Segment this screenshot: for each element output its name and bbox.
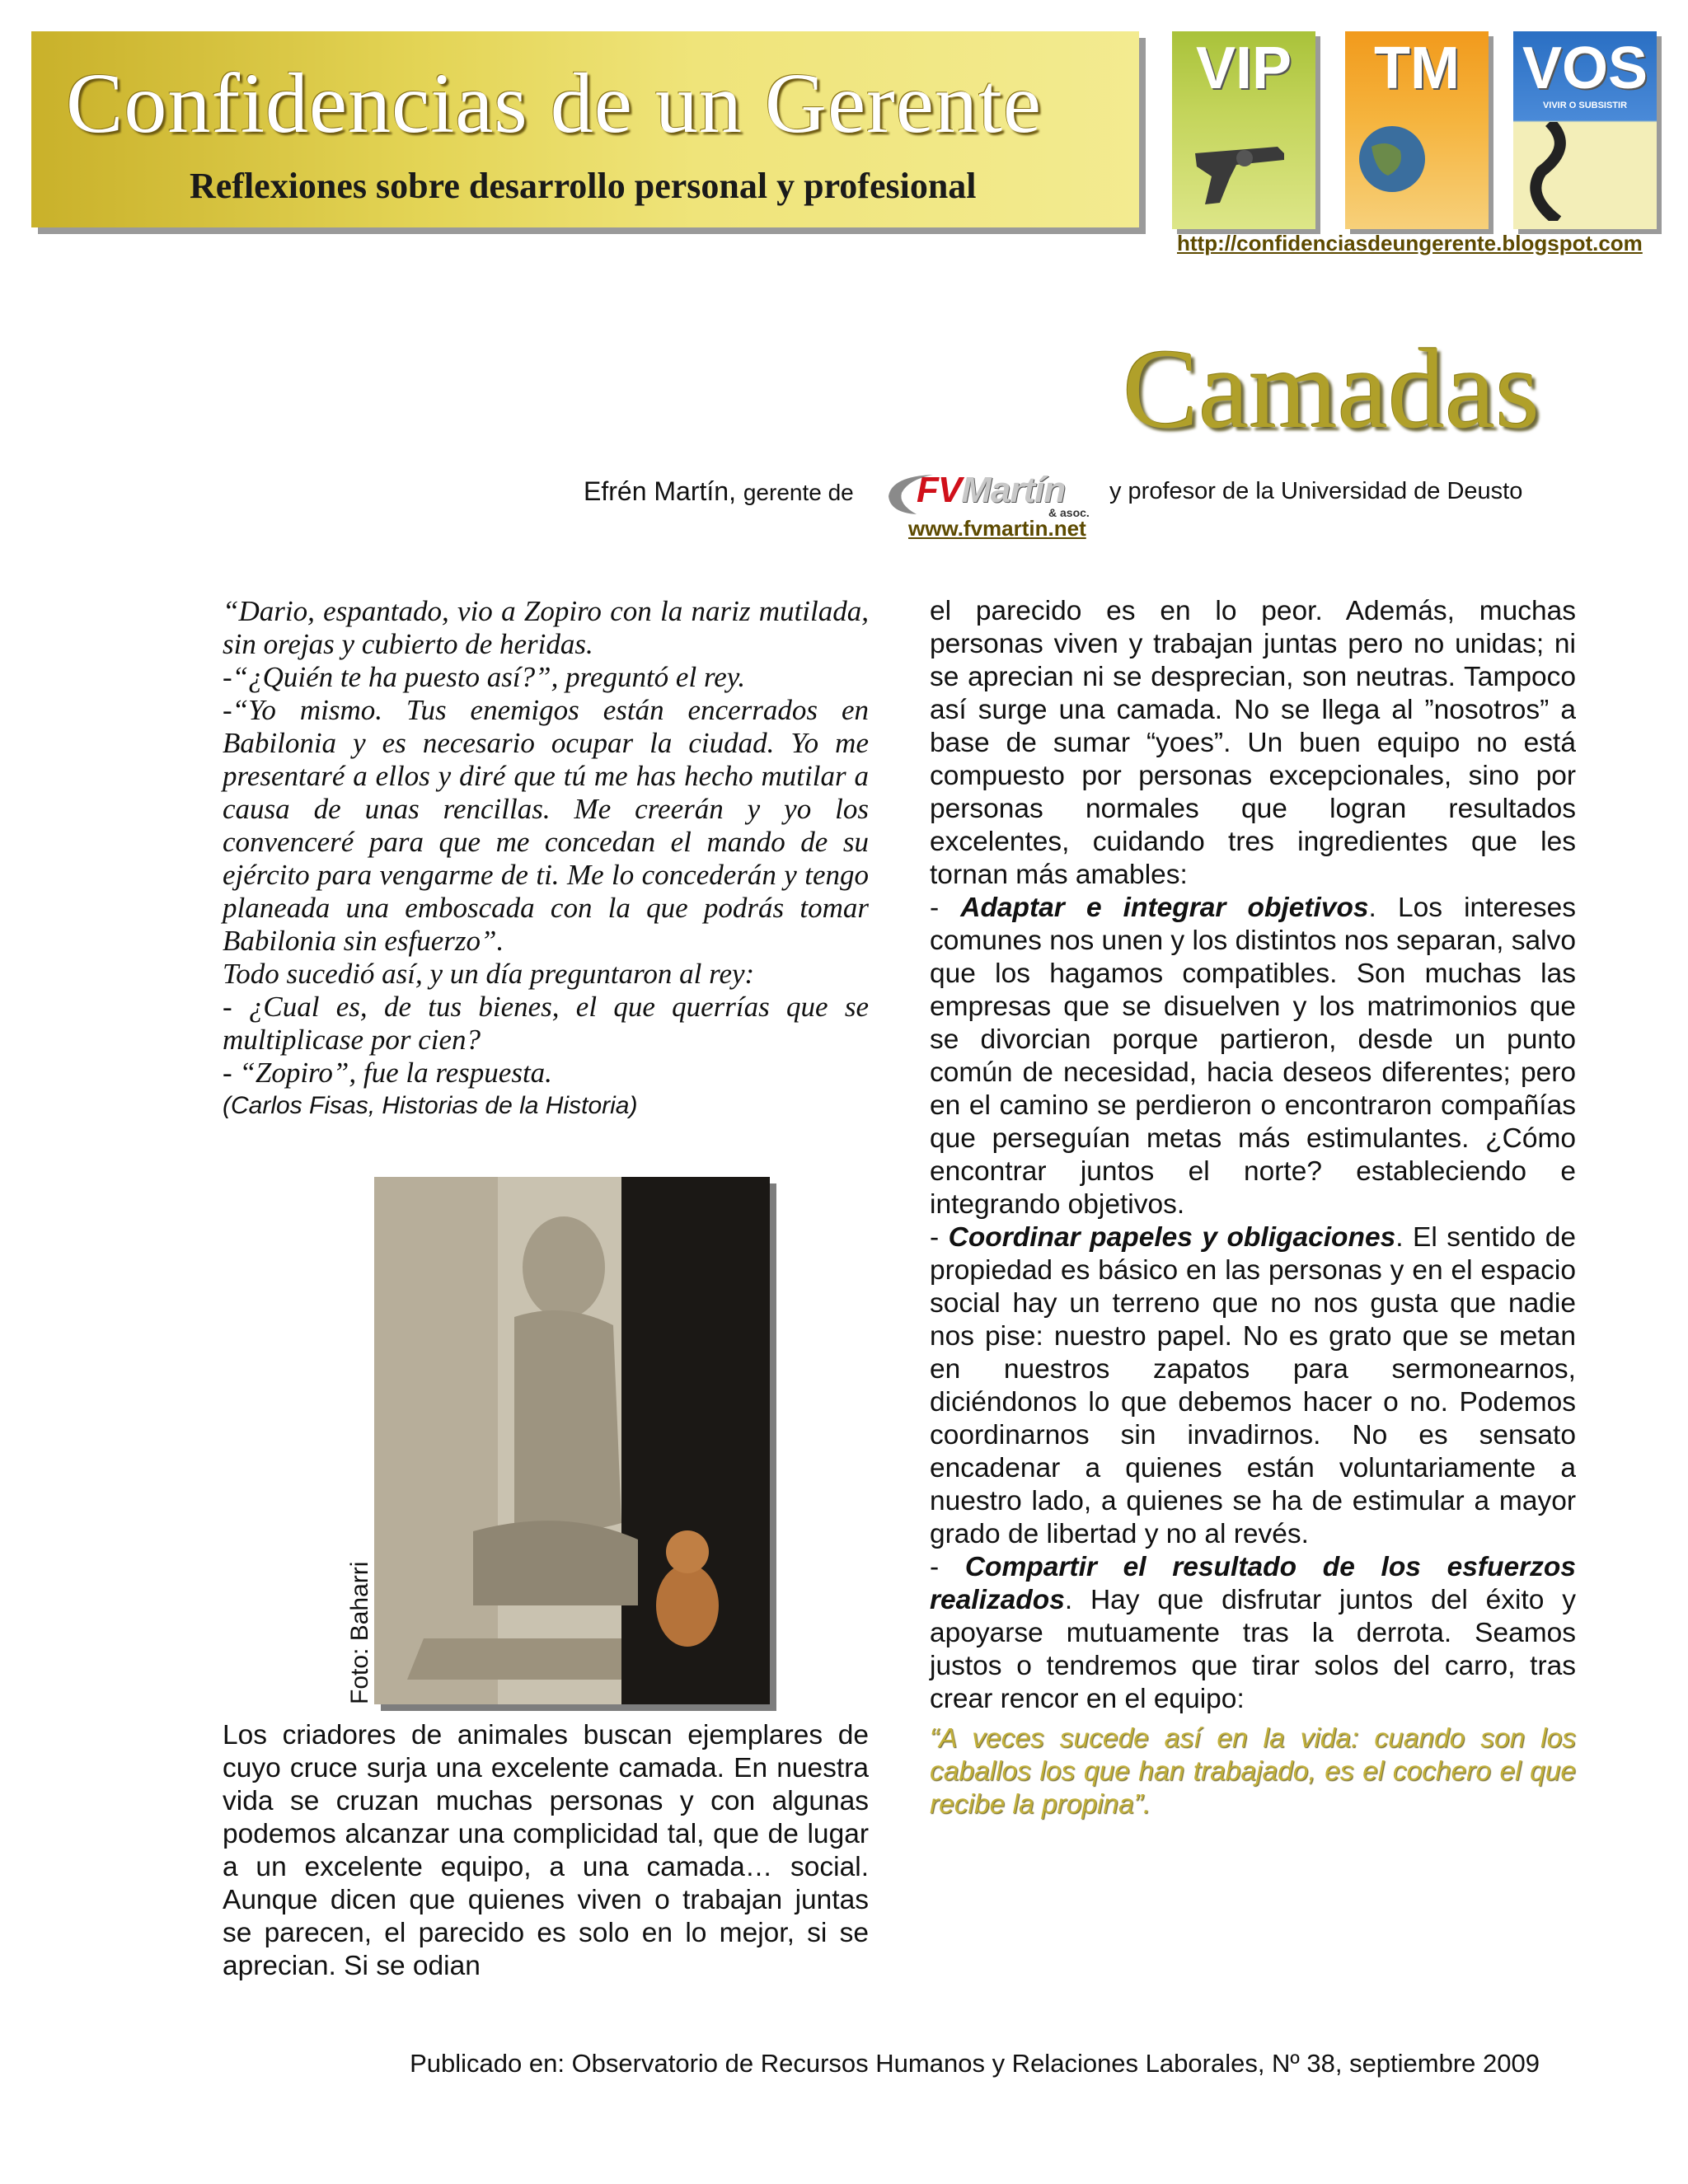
film-strip-icon — [1525, 122, 1582, 221]
opening-quote — [223, 595, 869, 1122]
book-cover-tm[interactable] — [1345, 31, 1489, 229]
ingredient-heading: Coordinar papeles y obligaciones — [948, 1222, 1396, 1253]
right-column-body — [930, 595, 1576, 1821]
blog-title: Confidencias de un Gerente — [66, 56, 1043, 151]
closing-quote: “A veces sucede así en la vida: cuando son los caballos los que han trabajado, es el cochero el que recibe la propina”. — [930, 1723, 1576, 1820]
book-cover-vos[interactable] — [1513, 31, 1657, 229]
quote-citation: (Carlos Fisas, Historias de la Historia) — [223, 1092, 638, 1119]
body-paragraph: Los criadores de animales buscan ejemplares de cuyo cruce surja una excelente camada. En nuestra vida se cruzan muchas personas y con algunas podemos alcanzar una complicidad tal, que de lugar a un excelente equipo, a una camada… social. Aunque dicen que quienes viven o trabajan juntas se parecen, el parecido es solo en lo mejor, si se aprecian. Si se odian — [223, 1720, 869, 1981]
ingredient-item: - Compartir el resultado de los esfuerzos realizados. Hay que disfrutar juntos del éxito y apoyarse mutuamente tras la derrota. Seamos justos o tendremos que tirar solos del carro, tras crear rencor en el equipo: — [930, 1552, 1576, 1714]
company-logo-asoc: & asoc. — [1048, 506, 1090, 519]
ingredient-heading: Adaptar e integrar objetivos — [960, 893, 1369, 923]
company-url-link[interactable]: www.fvmartin.net — [908, 516, 1086, 541]
ingredient-heading: Compartir el resultado de los esfuerzos realizados — [930, 1552, 1576, 1615]
photo-figure — [223, 1177, 874, 1713]
article-title: Camadas — [1123, 326, 1540, 452]
book-subtitle: VIVIR O SUBSISTIR — [1542, 101, 1628, 110]
statue-illustration — [374, 1177, 770, 1704]
quote-line: -“¿Quién te ha puesto así?”, preguntó el rey. — [223, 661, 746, 693]
book-title: VOS — [1522, 35, 1648, 101]
company-logo[interactable] — [884, 470, 1104, 546]
quote-line: - ¿Cual es, de tus bienes, el que querrías que se multiplicase por cien? — [223, 991, 869, 1056]
author-role-prefix: gerente de — [743, 480, 854, 505]
byline-author — [584, 476, 854, 507]
publication-footer: Publicado en: Observatorio de Recursos Humanos y Relaciones Laborales, Nº 38, septiembre 2009 — [410, 2049, 1540, 2078]
author-role-suffix: y profesor de la Universidad de Deusto — [1109, 478, 1523, 504]
author-name: Efrén Martín, — [584, 476, 736, 506]
revolver-icon — [1187, 129, 1302, 211]
photo-credit: Foto: Baharri — [346, 1561, 373, 1704]
quote-line: -“Yo mismo. Tus enemigos están encerrados en Babilonia y es necesario ocupar la ciudad. Yo me presentaré a ellos y diré que tú me has hecho mutilar a causa de unas rencillas. Me creerán y yo los convenceré para que me concedan el mando de su ejército para vengarme de ti. Me lo concederán y tengo planeada una emboscada con la que podrás tomar Babilonia sin esfuerzo”. — [223, 694, 869, 957]
quote-line: Todo sucedió así, y un día preguntaron al rey: — [223, 958, 755, 990]
left-column-body — [223, 1719, 869, 1983]
statue-photo — [374, 1177, 770, 1704]
quote-line: “Dario, espantado, vio a Zopiro con la nariz mutilada, sin orejas y cubierto de heridas. — [223, 595, 869, 660]
blog-subtitle: Reflexiones sobre desarrollo personal y profesional — [190, 166, 977, 206]
body-paragraph: el parecido es en lo peor. Además, muchas personas viven y trabajan juntas pero no unidas; ni se aprecian ni se desprecian, son neutras. Tampoco así surge una camada. No se llega al ”nosotros” a base de sumar “yoes”. Un buen equipo no está compuesto por personas excepcionales, sino por personas normales que logran resultados excelentes, cuidando tres ingredientes que les tornan más amables: — [930, 596, 1576, 890]
book-title: TM — [1374, 35, 1460, 101]
quote-line: - “Zopiro”, fue la respuesta. — [223, 1057, 552, 1089]
company-logo-text: FVMartín — [917, 470, 1066, 510]
book-cover-vip[interactable] — [1172, 31, 1315, 229]
blog-url-link[interactable]: http://confidenciasdeungerente.blogspot.com — [1177, 231, 1643, 255]
header-banner — [31, 31, 1139, 227]
book-title: VIP — [1195, 35, 1292, 101]
ingredient-item: - Adaptar e integrar objetivos. Los intereses comunes nos unen y los distintos nos separan, salvo que los hagamos compatibles. Son muchas las empresas que se disuelven y los matrimonios que se divorcian porque partieron, desde un punto común de necesidad, hacia deseos diferentes; pero en el camino se perdieron o encontraron compañías que perseguían metas más estimulantes. ¿Cómo encontrar juntos el norte? estableciendo e integrando objetivos. — [930, 893, 1576, 1220]
ingredient-item: - Coordinar papeles y obligaciones. El sentido de propiedad es básico en las personas y en el espacio social hay un terreno que no nos gusta que nadie nos pise: nuestro papel. No es grato que se metan en nuestros zapatos para sermonearnos, diciéndonos lo que debemos hacer o no. Podemos coordinarnos sin invadirnos. No es sensato encadenar a quienes están voluntariamente a nuestro lado, a quienes se ha de estimular a mayor grado de libertad y no al revés. — [930, 1222, 1576, 1549]
globe-icon — [1355, 122, 1429, 196]
